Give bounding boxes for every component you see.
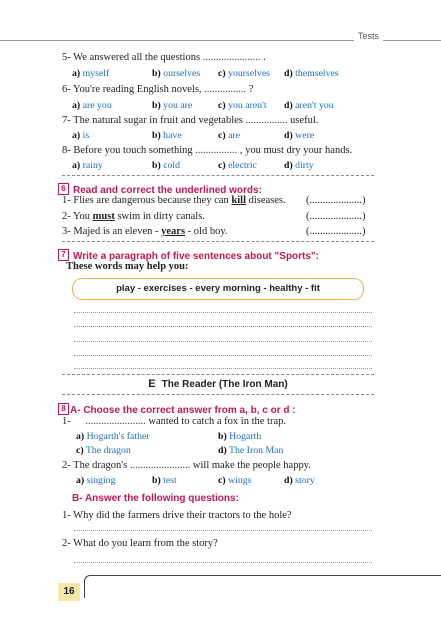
question-tail: . (260, 52, 266, 63)
section-title: Write a paragraph of five sentences about "Sports": (73, 251, 320, 262)
writing-line[interactable] (74, 326, 372, 327)
option-1a: a) Hogarth's father (76, 431, 150, 442)
option-7b: b) have (152, 130, 182, 141)
question-6: 6- You're reading English novels, ................ ? (62, 84, 254, 95)
option-5c: c) yourselves (218, 68, 270, 79)
option-6a: a) are you (72, 100, 112, 111)
option-8b: b) cold (152, 160, 181, 171)
option-5a: a) myself (72, 68, 110, 79)
writing-line[interactable] (74, 312, 372, 313)
footer-bracket (84, 575, 441, 598)
question-5 (62, 52, 266, 63)
option-1d: d) The Iron Man (218, 445, 284, 456)
option-8c: c) electric (218, 160, 257, 171)
option-8a: a) rainy (72, 160, 103, 171)
question-8: 8- Before you touch something ................ , you must dry your hands. (62, 145, 353, 156)
divider (62, 241, 374, 242)
divider (62, 394, 374, 395)
question-7: 7- The natural sugar in fruit and vegetables ................ useful. (62, 115, 319, 126)
answer-blank[interactable]: (....................) (306, 211, 366, 222)
option-6d: d) aren't you (284, 100, 334, 111)
page-number: 16 (58, 583, 80, 601)
story-name: The Reader (The Iron Man) (161, 379, 288, 390)
writing-line[interactable] (74, 341, 372, 342)
option-7a: a) is (72, 130, 90, 141)
story-question-1: 1- ....................... wanted to catch a fox in the trap. (62, 416, 286, 427)
header-label: Tests (354, 31, 383, 41)
blank: ...................... (202, 52, 261, 63)
story-question-2: 2- The dragon's ....................... will make the people happy. (62, 460, 311, 471)
blank: ....................... (85, 416, 146, 427)
option-1c: c) The dragon (76, 445, 131, 456)
correct-item-3: 3- Majed is an eleven - years - old boy. (62, 226, 228, 237)
option-7d: d) were (284, 130, 315, 141)
question-text: 5- We answered all the questions (62, 52, 203, 63)
divider (62, 175, 374, 176)
option-6b: b) you are (152, 100, 193, 111)
part-b-title: B- Answer the following questions: (72, 493, 239, 504)
open-question-2: 2- What do you learn from the story? (62, 538, 218, 549)
option-5d: d) themselves (284, 68, 339, 79)
section-title: Read and correct the underlined words: (73, 185, 262, 196)
option-2a: a) singing (76, 475, 116, 486)
blank: ................ (245, 115, 288, 126)
section-number: 6 (58, 183, 69, 195)
section-number: 8 (58, 403, 69, 415)
option-2c: c) wings (218, 475, 252, 486)
section-letter: E (148, 378, 156, 390)
part-a-title: A- Choose the correct answer from a, b, c or d : (70, 405, 296, 416)
option-6c: c) you aren't (218, 100, 267, 111)
answer-blank[interactable]: (....................) (306, 195, 366, 206)
writing-line[interactable] (74, 368, 372, 369)
underlined-word: kill (231, 195, 246, 206)
option-2d: d) story (284, 475, 315, 486)
option-2b: b) test (152, 475, 177, 486)
blank: ................ (195, 145, 238, 156)
correct-item-2: 2- You must swim in dirty canals. (62, 211, 205, 222)
story-title (62, 378, 374, 390)
hint-text: These words may help you: (66, 261, 189, 272)
option-8d: d) dirty (284, 160, 314, 171)
option-7c: c) are (218, 130, 241, 141)
open-question-1: 1- Why did the farmers drive their tractors to the hole? (62, 510, 292, 521)
section-number: 7 (58, 249, 69, 261)
writing-line[interactable] (74, 355, 372, 356)
answer-line[interactable] (74, 562, 372, 563)
blank: ................ (204, 84, 247, 95)
blank: ....................... (129, 460, 191, 471)
correct-item-1: 1- Flies are dangerous because they can kill diseases. (62, 195, 286, 206)
option-5b: b) ourselves (152, 68, 201, 79)
option-1b: b) Hogarth (218, 431, 262, 442)
answer-line[interactable] (74, 530, 372, 531)
underlined-word: years (161, 226, 186, 237)
word-bank: play - exercises - every morning - healthy - fit (72, 278, 364, 300)
underlined-word: must (92, 211, 115, 222)
page-header (0, 30, 441, 48)
divider (62, 374, 374, 375)
answer-blank[interactable]: (....................) (306, 226, 366, 237)
